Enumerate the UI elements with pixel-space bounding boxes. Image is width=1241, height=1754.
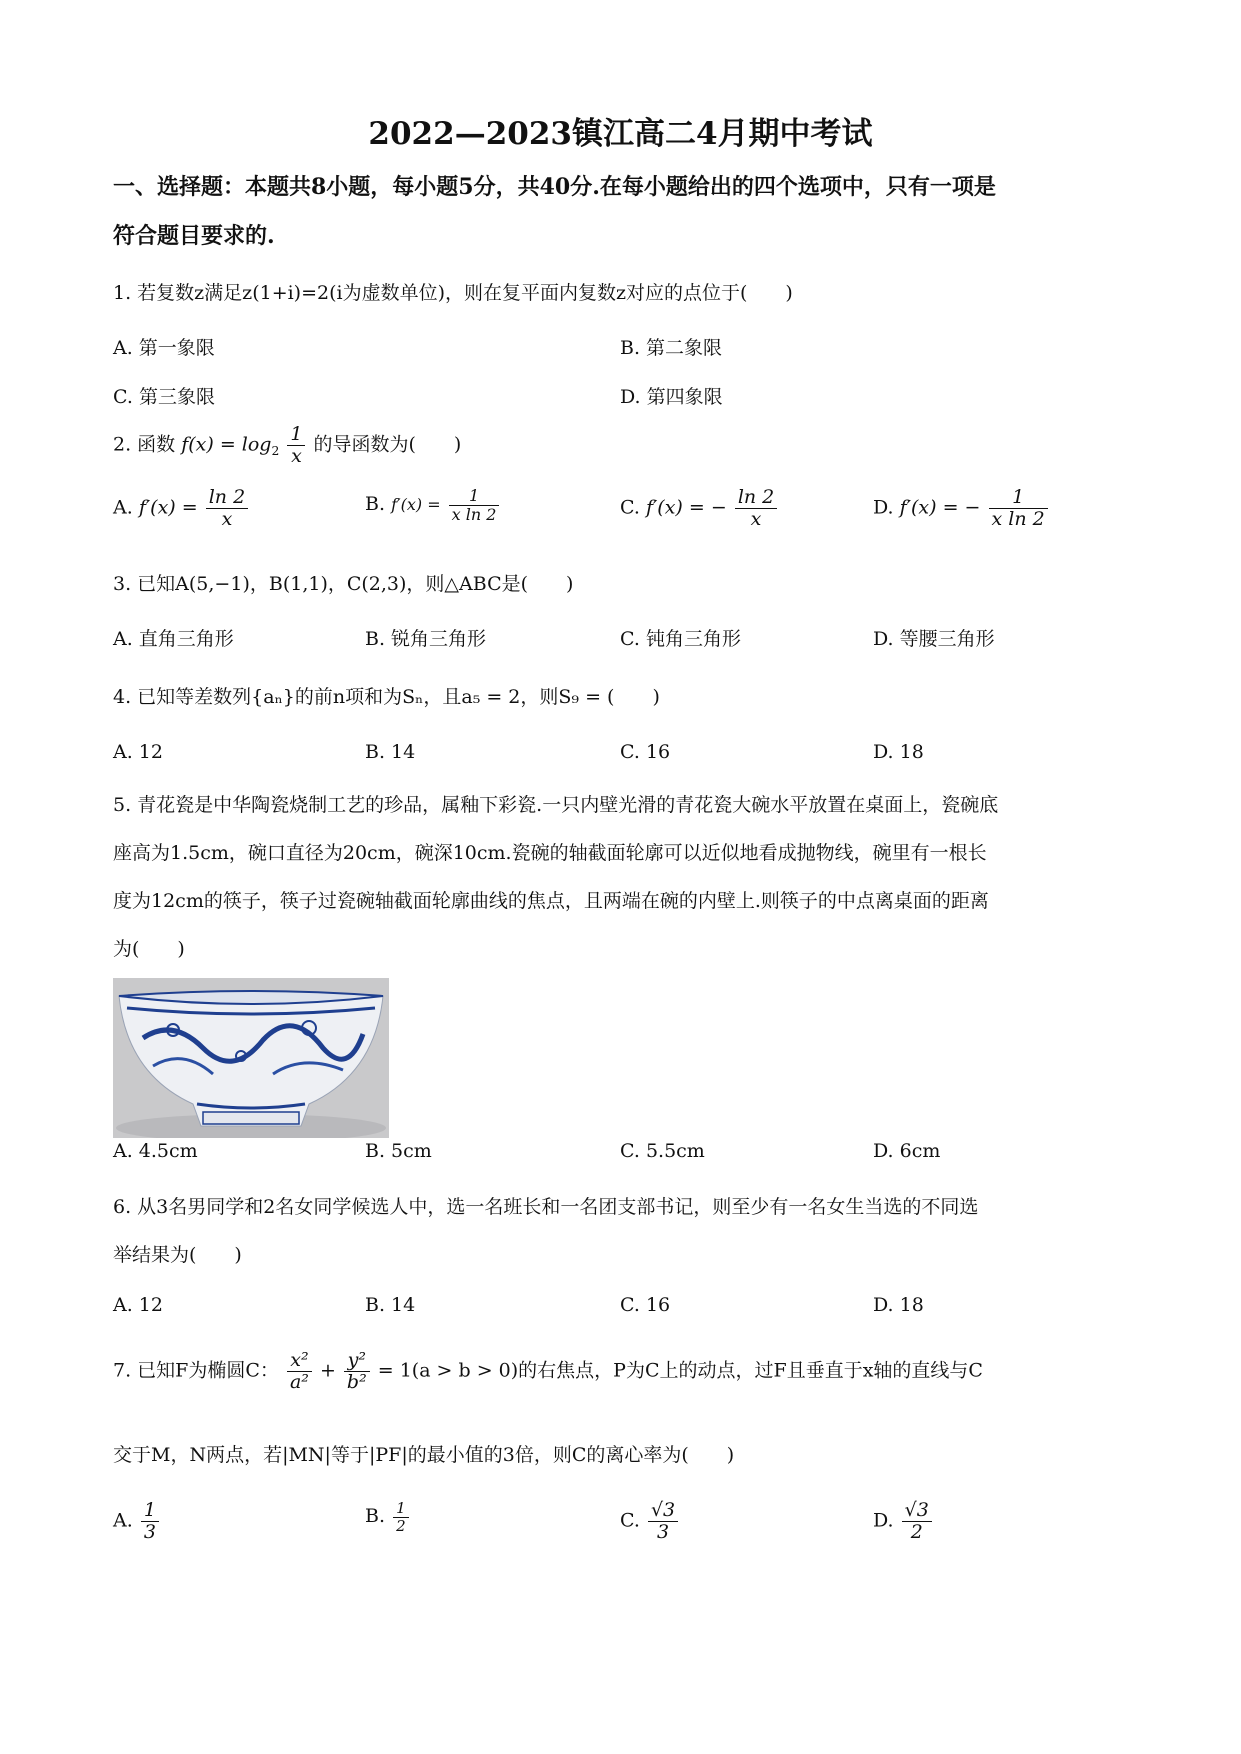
- q4-option-c: C. 16: [620, 741, 671, 763]
- q2-prefix: 2. 函数: [113, 433, 176, 456]
- q7-option-b-num: 1: [393, 1500, 409, 1518]
- q1-option-d: D. 第四象限: [620, 386, 723, 408]
- q6-option-a: A. 12: [113, 1294, 163, 1316]
- q2-option-d-frac: [989, 487, 1048, 530]
- q5-line3: 度为12cm的筷子，筷子过瓷碗轴截面轮廓曲线的焦点，且两端在碗的内壁上.则筷子的中点离桌面的距离: [113, 890, 989, 912]
- q5-line4: 为( ): [113, 938, 185, 960]
- q2-option-c-label: C.: [620, 496, 640, 519]
- q6-option-c: C. 16: [620, 1294, 671, 1316]
- page-title: 2022—2023镇江高二4月期中考试: [368, 116, 873, 152]
- q2-option-b-frac: [449, 487, 500, 523]
- q7-pre: 7. 已知F为椭圆C：: [113, 1359, 279, 1382]
- q7-option-b-frac: [393, 1500, 409, 1534]
- q7-option-b-label: B.: [365, 1505, 386, 1527]
- q7-option-a: [113, 1500, 161, 1543]
- q7-option-c: [620, 1500, 680, 1543]
- q7-option-d-den: 2: [910, 1520, 923, 1543]
- q1-stem: 1. 若复数z满足z(1+i)=2(i为虚数单位)，则在复平面内复数z对应的点位于( ): [113, 282, 793, 304]
- q7-line2: 交于M，N两点，若|MN|等于|PF|的最小值的3倍，则C的离心率为( ): [113, 1444, 735, 1466]
- q7-option-c-label: C.: [620, 1509, 640, 1532]
- q7-option-a-num: 1: [141, 1500, 159, 1522]
- q7-frac-y: [344, 1350, 370, 1393]
- q7-option-c-num: √3: [648, 1500, 678, 1522]
- q2-option-b-lhs: f′(x) =: [391, 495, 441, 515]
- q7-frac-y-den: b²: [346, 1370, 367, 1393]
- q7-frac-x-den: a²: [289, 1370, 309, 1393]
- q6-line2: 举结果为( ): [113, 1244, 242, 1266]
- q5-option-a: A. 4.5cm: [113, 1140, 198, 1162]
- q2-option-d-num: 1: [989, 487, 1048, 509]
- q2-fraction: [287, 424, 305, 467]
- q3-option-b: B. 锐角三角形: [365, 628, 487, 650]
- q4-stem: 4. 已知等差数列{aₙ}的前n项和为Sₙ，且a₅ = 2，则S₉ = ( ): [113, 686, 660, 708]
- q7-option-d: [873, 1500, 934, 1543]
- q2-option-c-den: x: [750, 507, 762, 530]
- porcelain-bowl-image: [113, 978, 389, 1138]
- q2-log-base: 2: [271, 444, 280, 459]
- q1-option-a: A. 第一象限: [113, 337, 215, 359]
- q2-stem: [113, 424, 461, 467]
- q2-option-b-num: 1: [449, 487, 500, 506]
- q2-option-c-frac: [735, 487, 777, 530]
- q2-option-a-lhs: f′(x) =: [138, 496, 198, 519]
- q2-option-c-num: ln 2: [735, 487, 777, 509]
- q7-option-a-label: A.: [113, 1509, 133, 1532]
- q4-option-a: A. 12: [113, 741, 163, 763]
- q2-option-a: [113, 487, 250, 530]
- q2-option-d-lhs: f′(x) = −: [899, 496, 981, 519]
- q5-line2: 座高为1.5cm，碗口直径为20cm，碗深10cm.瓷碗的轴截面轮廓可以近似地看成抛物线，碗里有一根长: [113, 842, 987, 864]
- q7-option-b-den: 2: [396, 1516, 406, 1535]
- q2-option-b: [365, 487, 501, 523]
- q7-frac-y-num: y²: [344, 1350, 370, 1372]
- q6-option-d: D. 18: [873, 1294, 924, 1316]
- q2-option-a-label: A.: [113, 496, 133, 519]
- q5-line1: 5. 青花瓷是中华陶瓷烧制工艺的珍品，属釉下彩瓷.一只内壁光滑的青花瓷大碗水平放置在桌面上，瓷碗底: [113, 794, 999, 816]
- q7-plus: +: [319, 1359, 336, 1382]
- q2-option-c: [620, 487, 779, 530]
- q7-option-d-label: D.: [873, 1509, 894, 1532]
- q3-option-c: C. 钝角三角形: [620, 628, 741, 650]
- q7-option-c-den: 3: [657, 1520, 670, 1543]
- q7-option-a-frac: [141, 1500, 159, 1543]
- q7-option-b: [365, 1500, 411, 1534]
- q3-stem: 3. 已知A(5,−1)，B(1,1)，C(2,3)，则△ABC是( ): [113, 573, 574, 595]
- q2-option-c-lhs: f′(x) = −: [645, 496, 727, 519]
- q6-option-b: B. 14: [365, 1294, 416, 1316]
- q4-option-b: B. 14: [365, 741, 416, 763]
- q2-option-a-num: ln 2: [206, 487, 248, 509]
- q2-option-b-label: B.: [365, 493, 386, 516]
- q7-stem: [113, 1350, 983, 1393]
- q2-function: f(x) = log: [181, 433, 272, 456]
- q2-option-a-frac: [206, 487, 248, 530]
- q2-option-d: [873, 487, 1050, 530]
- q5-option-c: C. 5.5cm: [620, 1140, 705, 1162]
- q5-option-b: B. 5cm: [365, 1140, 432, 1162]
- q7-frac-x: [287, 1350, 312, 1393]
- q2-suffix: 的导函数为( ): [313, 433, 462, 456]
- q2-option-d-label: D.: [873, 496, 894, 519]
- section-heading-line1: 一、选择题：本题共8小题，每小题5分，共40分.在每小题给出的四个选项中，只有一项是: [113, 174, 996, 200]
- q4-option-d: D. 18: [873, 741, 924, 763]
- q7-option-d-frac: [902, 1500, 932, 1543]
- q2-option-d-den: x ln 2: [991, 507, 1045, 530]
- q7-option-c-frac: [648, 1500, 678, 1543]
- q2-frac-den: x: [291, 444, 302, 467]
- q6-line1: 6. 从3名男同学和2名女同学候选人中，选一名班长和一名团支部书记，则至少有一名女生当选的不同选: [113, 1196, 979, 1218]
- section-heading-line2: 符合题目要求的.: [113, 223, 275, 249]
- q5-option-d: D. 6cm: [873, 1140, 941, 1162]
- q2-option-b-den: x ln 2: [451, 504, 497, 524]
- q7-option-d-num: √3: [902, 1500, 932, 1522]
- q3-option-d: D. 等腰三角形: [873, 628, 995, 650]
- q2-option-a-den: x: [221, 507, 233, 530]
- q7-frac-x-num: x²: [287, 1350, 312, 1372]
- q3-option-a: A. 直角三角形: [113, 628, 234, 650]
- bowl-illustration: [113, 978, 389, 1138]
- q2-frac-num: 1: [287, 424, 305, 446]
- q1-option-c: C. 第三象限: [113, 386, 215, 408]
- q1-option-b: B. 第二象限: [620, 337, 723, 359]
- q7-option-a-den: 3: [143, 1520, 156, 1543]
- q7-post: = 1(a > b > 0)的右焦点，P为C上的动点，过F且垂直于x轴的直线与C: [377, 1359, 983, 1382]
